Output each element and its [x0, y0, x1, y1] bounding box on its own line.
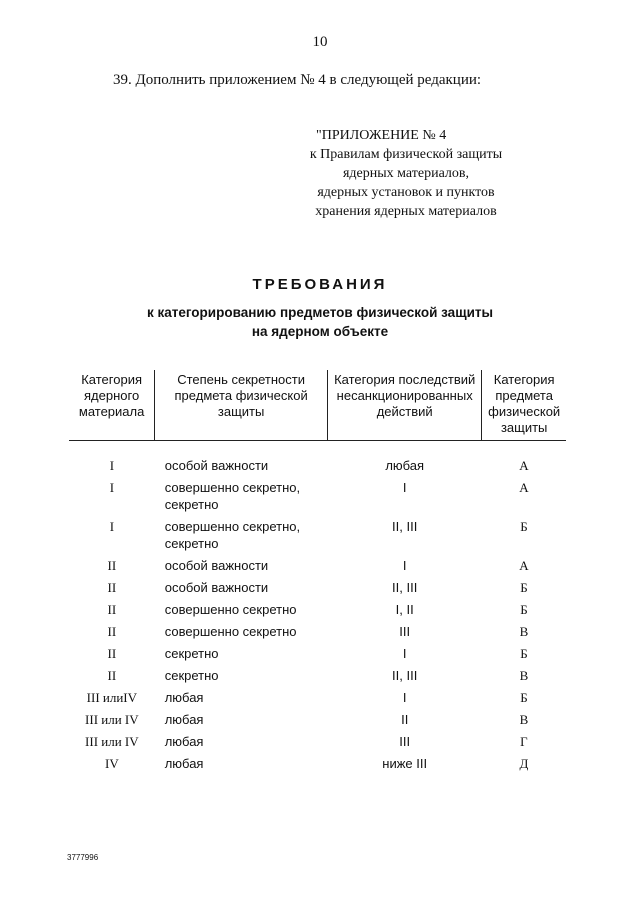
cell-consequence-category: I — [402, 646, 407, 661]
cell-secrecy-level: совершенно секретно, секретно — [164, 519, 301, 551]
cell-secrecy-level: особой важности — [164, 558, 269, 573]
appendix-header — [256, 126, 556, 221]
cell-secrecy-level: любая — [164, 690, 204, 705]
cell-material-category: III или IV — [85, 712, 139, 727]
document-title: ТРЕБОВАНИЯ — [252, 276, 388, 293]
appendix-line: ядерных установок и пунктов — [317, 185, 495, 200]
cell-protection-category: Б — [520, 646, 528, 661]
cell-consequence-category: II, III — [392, 668, 418, 683]
table-spacer — [69, 441, 566, 456]
cell-material-category: I — [109, 458, 115, 473]
table-row — [69, 687, 566, 709]
table-row — [69, 555, 566, 577]
cell-material-category: II — [107, 668, 117, 683]
cell-protection-category: В — [519, 624, 529, 639]
appendix-heading: "ПРИЛОЖЕНИЕ № 4 — [316, 128, 447, 143]
cell-secrecy-level: совершенно секретно — [164, 624, 297, 639]
cell-secrecy-level: любая — [164, 712, 204, 727]
table-row — [69, 516, 566, 555]
cell-material-category: II — [107, 624, 117, 639]
table-row — [69, 477, 566, 516]
cell-protection-category: В — [519, 668, 529, 683]
table-header-row — [69, 370, 566, 441]
cell-consequence-category: II, III — [392, 580, 418, 595]
cell-secrecy-level: совершенно секретно — [164, 602, 297, 617]
cell-secrecy-level: особой важности — [164, 580, 269, 595]
cell-protection-category: В — [519, 712, 529, 727]
cell-material-category: I — [109, 519, 115, 534]
cell-secrecy-level: любая — [164, 756, 204, 771]
header-protection-category: Категория предмета физической защиты — [482, 370, 566, 441]
cell-material-category: I — [109, 480, 115, 495]
subtitle-line: на ядерном объекте — [251, 324, 389, 339]
cell-protection-category: Д — [519, 756, 529, 771]
cell-secrecy-level: секретно — [164, 668, 219, 683]
cell-consequence-category: I, II — [395, 602, 414, 617]
cell-material-category: II — [107, 580, 117, 595]
cell-consequence-category: III — [399, 734, 411, 749]
table-row — [69, 577, 566, 599]
cell-consequence-category: I — [402, 480, 407, 495]
cell-consequence-category: II, III — [392, 519, 418, 534]
cell-secrecy-level: совершенно секретно, секретно — [164, 480, 301, 512]
cell-secrecy-level: любая — [164, 734, 204, 749]
table-row — [69, 731, 566, 753]
requirements-table — [69, 370, 566, 775]
cell-secrecy-level: секретно — [164, 646, 219, 661]
appendix-line: к Правилам физической защиты — [309, 147, 503, 162]
page-number: 10 — [312, 34, 328, 50]
table-row — [69, 643, 566, 665]
cell-protection-category: Б — [520, 580, 528, 595]
table-row — [69, 599, 566, 621]
header-consequence-category: Категория последствий несанкционированных действий — [328, 370, 482, 441]
table-row — [69, 455, 566, 477]
cell-protection-category: Б — [520, 519, 528, 534]
table-row — [69, 665, 566, 687]
cell-material-category: III или IV — [85, 734, 139, 749]
cell-consequence-category: III — [399, 624, 411, 639]
cell-consequence-category: любая — [385, 458, 425, 473]
cell-protection-category: А — [519, 480, 529, 495]
table-row — [69, 753, 566, 775]
cell-protection-category: А — [519, 458, 529, 473]
cell-protection-category: А — [519, 558, 529, 573]
cell-protection-category: Б — [520, 690, 528, 705]
cell-protection-category: Г — [520, 734, 528, 749]
cell-material-category: II — [107, 558, 117, 573]
cell-material-category: IV — [105, 756, 119, 771]
cell-material-category: II — [107, 602, 117, 617]
table-row — [69, 621, 566, 643]
document-subtitle — [0, 303, 640, 341]
document-stamp: 3777996 — [67, 853, 99, 862]
cell-protection-category: Б — [520, 602, 528, 617]
table-row — [69, 709, 566, 731]
cell-consequence-category: I — [402, 558, 407, 573]
cell-consequence-category: ниже III — [382, 756, 428, 771]
header-secrecy-level: Степень секретности предмета физической защиты — [155, 370, 328, 441]
cell-material-category: III илиIV — [86, 690, 138, 705]
cell-material-category: II — [107, 646, 117, 661]
cell-secrecy-level: особой важности — [164, 458, 269, 473]
amendment-paragraph: 39. Дополнить приложением № 4 в следующей редакции: — [113, 72, 482, 88]
cell-consequence-category: II — [401, 712, 409, 727]
cell-consequence-category: I — [402, 690, 407, 705]
header-material-category: Категория ядерного материала — [69, 370, 155, 441]
appendix-line: ядерных материалов, — [342, 166, 470, 181]
appendix-line: хранения ядерных материалов — [315, 204, 497, 219]
subtitle-line: к категорированию предметов физической защиты — [146, 305, 494, 320]
